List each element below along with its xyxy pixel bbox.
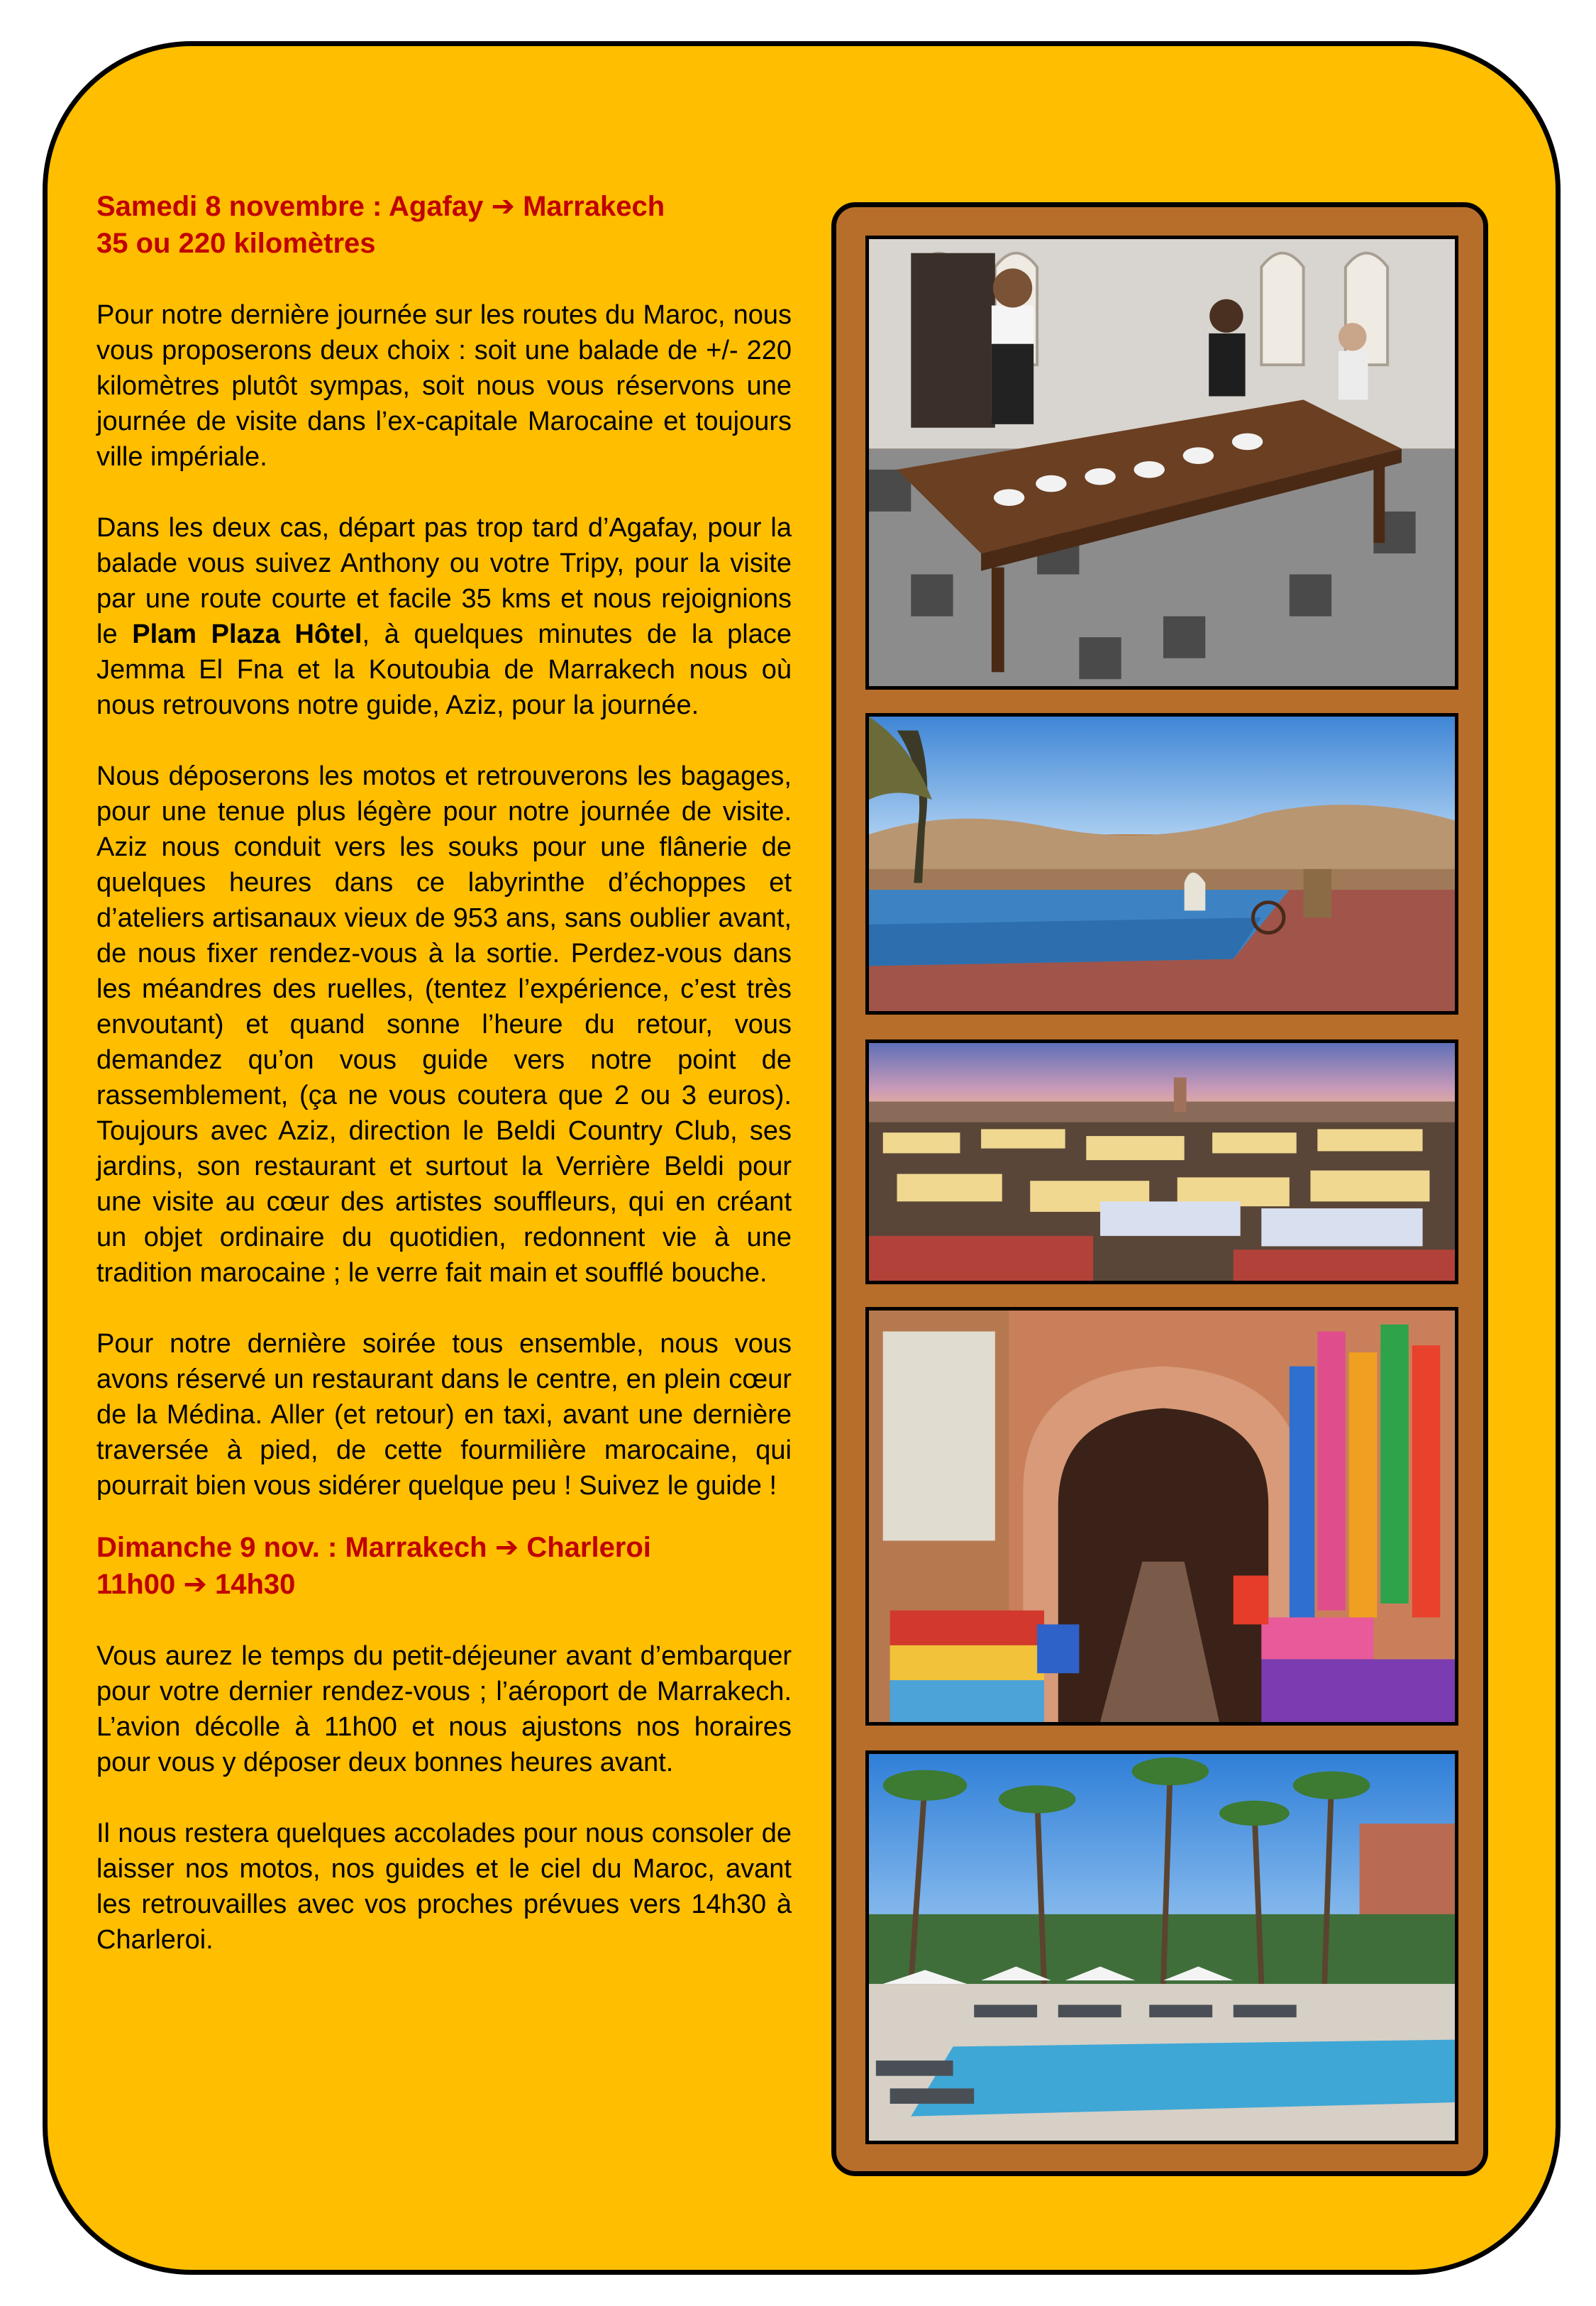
day1-subtitle: 35 ou 220 kilomètres	[96, 228, 376, 259]
day1-paragraph-1: Pour notre dernière journée sur les routes du Maroc, nous vous proposerons deux choix : soit une balade de +/- 220 kilomètres plutôt sympas, soit nous vous réservons une journée de visite dans l’ex-capitale Marocaine et toujours ville impériale.	[96, 300, 792, 472]
arrow-icon: ➔	[491, 190, 515, 223]
day2-title: Dimanche 9 nov. : Marrakech ➔ Charleroi	[96, 1531, 651, 1564]
photo-hotel-pool	[865, 1750, 1458, 2144]
photo-breakfast-buffet	[865, 236, 1458, 690]
day2-heading	[96, 1529, 792, 1603]
photo-frame	[831, 202, 1488, 2176]
day2-time: 11h00 ➔ 14h30	[96, 1568, 296, 1601]
hotel-name: Plam Plaza Hôtel	[132, 619, 362, 649]
arrow-icon: ➔	[183, 1568, 207, 1601]
day2-paragraph-1: Vous aurez le temps du petit-déjeuner avant d’embarquer pour votre dernier rendez-vous ; l’aéroport de Marrakech. L’avion décolle à 11h00 et nous ajustons nos horaires pour vous y déposer deux bonnes heures avant.	[96, 1641, 792, 1777]
photo-souk-archway	[865, 1307, 1458, 1726]
day1-heading	[96, 188, 792, 262]
day1-paragraph-3: Nous déposerons les motos et retrouverons les bagages, pour une tenue plus légère pour notre journée de visite. Aziz nous conduit vers les souks pour une flânerie de quelques heures dans ce labyrinthe d’échoppes et d’ateliers artisanaux vieux de 953 ans, sans oublier avant, de nous fixer rendez-vous à la sortie. Perdez-vous dans les méandres des ruelles, (tentez l’expérience, c’est très envoutant) et quand sonne l’heure du retour, vous demandez qu’on vous guide vers notre point de rassemblement, (ça ne vous coutera que 2 ou 3 euros). Toujours avec Aziz, direction le Beldi Country Club, ses jardins, son restaurant et surtout la Verrière Beldi pour une visite au cœur des artistes souffleurs, qui en créant un objet ordinaire du quotidien, redonnent vie à une tradition marocaine ; le verre fait main et soufflé bouche.	[96, 761, 792, 1288]
day1-title: Samedi 8 novembre : Agafay ➔ Marrakech	[96, 190, 665, 223]
day2-paragraph-2: Il nous restera quelques accolades pour nous consoler de laisser nos motos, nos guides et le ciel du Maroc, avant les retrouvailles avec vos proches prévues vers 14h30 à Charleroi.	[96, 1819, 792, 1955]
day1-paragraph-4: Pour notre dernière soirée tous ensemble, nous vous avons réservé un restaurant dans le centre, en plein cœur de la Médina. Aller (et retour) en taxi, avant une dernière traversée à pied, de cette fourmilière marocaine, qui pourrait bien vous sidérer quelque peu ! Suivez le guide !	[96, 1329, 792, 1501]
photo-desert-pool	[865, 713, 1458, 1015]
arrow-icon: ➔	[494, 1531, 519, 1564]
day1-paragraph-2: Dans les deux cas, départ pas trop tard d’Agafay, pour la balade vous suivez Anthony ou votre Tripy, pour la visite par une route courte et facile 35 kms et nous rejoignions le Plam Plaza Hôtel, à quelques minutes de la place Jemma El Fna et la Koutoubia de Marrakech nous où nous retrouvons notre guide, Aziz, pour la journée.	[96, 513, 792, 720]
photo-jemaa-el-fna	[865, 1039, 1458, 1284]
text-column	[96, 188, 792, 1993]
